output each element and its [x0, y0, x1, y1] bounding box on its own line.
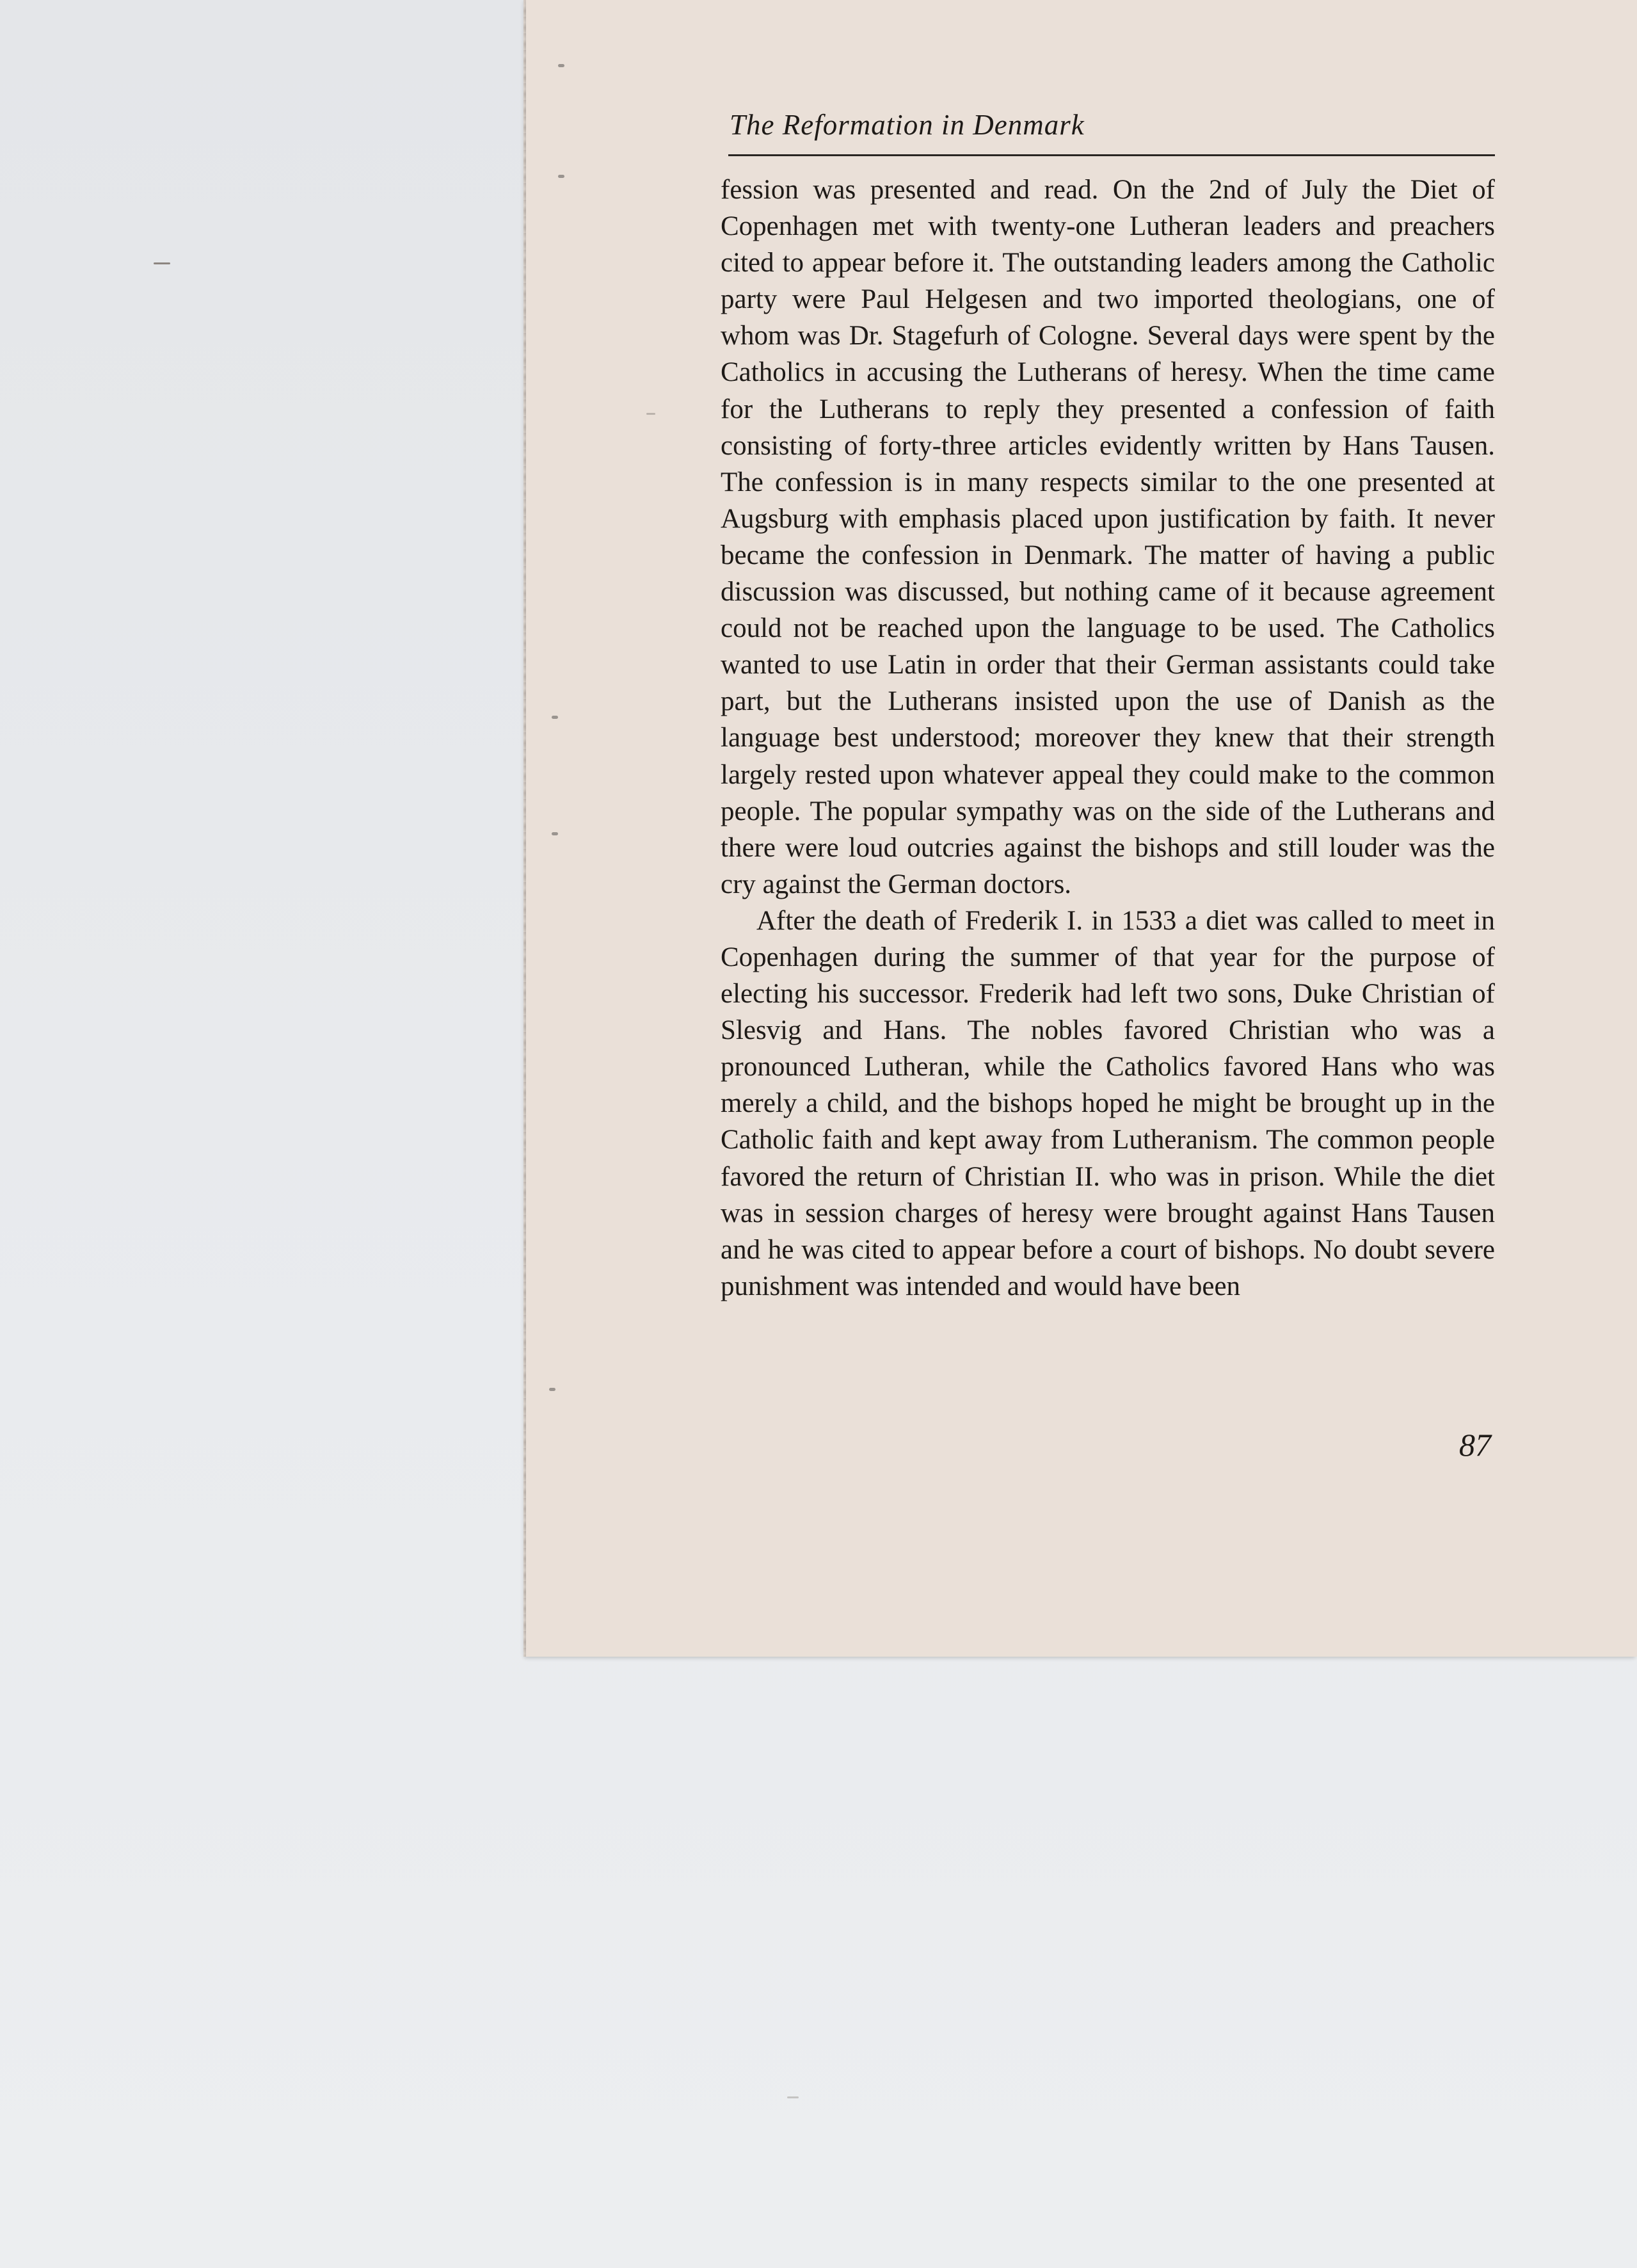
- binding-hole: [552, 832, 558, 835]
- paragraph: fession was presented and read. On the 2nd of July the Diet of Copenhagen met with twenty-one Lutheran leaders and preachers cited to appear before it. The outstanding leaders among the Catholic party were Paul Helgesen and two imported theologians, one of whom was Dr. Stagefurh of Cologne. Several days were spent by the Catholics in accusing the Lutherans of heresy. When the time came for the Lutherans to reply they presented a confession of faith consisting of forty-three articles evidently written by Hans Tausen. The confession is in many respects similar to the one presented at Augsburg with emphasis placed upon justification by faith. It never became the confession in Denmark. The matter of having a public discussion was discussed, but nothing came of it because agreement could not be reached upon the language to be used. The Catholics wanted to use Latin in order that their German assistants could take part, but the Lutherans insisted upon the use of Danish as the language best understood; moreover they knew that their strength largely rested upon whatever appeal they could make to the common people. The popular sympathy was on the side of the Lutherans and there were loud outcries against the bishops and still louder was the cry against the German doctors.: [721, 175, 1495, 899]
- page-number: 87: [1459, 1427, 1491, 1463]
- dust-speck: [154, 262, 170, 264]
- binding-hole: [558, 64, 564, 67]
- dust-speck: [646, 413, 655, 415]
- running-head: The Reformation in Denmark: [730, 109, 1085, 141]
- body-text: [721, 172, 1495, 1305]
- dust-speck: [787, 2096, 799, 2098]
- paragraph: After the death of Frederik I. in 1533 a diet was called to meet in Copenhagen during the summer of that year for the purpose of electing his successor. Frederik had left two sons, Duke Christian of Slesvig and Hans. The nobles favored Christian who was a pronounced Lutheran, while the Catholics favored Hans who was merely a child, and the bishops hoped he might be brought up in the Catholic faith and kept away from Lutheranism. The common people favored the return of Christian II. who was in prison. While the diet was in session charges of heresy were brought against Hans Tausen and he was cited to appear before a court of bishops. No doubt severe punishment was intended and would have been: [721, 905, 1495, 1301]
- binding-hole: [552, 716, 558, 719]
- binding-hole: [549, 1388, 555, 1391]
- header-rule: [728, 154, 1495, 156]
- binding-hole: [558, 175, 564, 178]
